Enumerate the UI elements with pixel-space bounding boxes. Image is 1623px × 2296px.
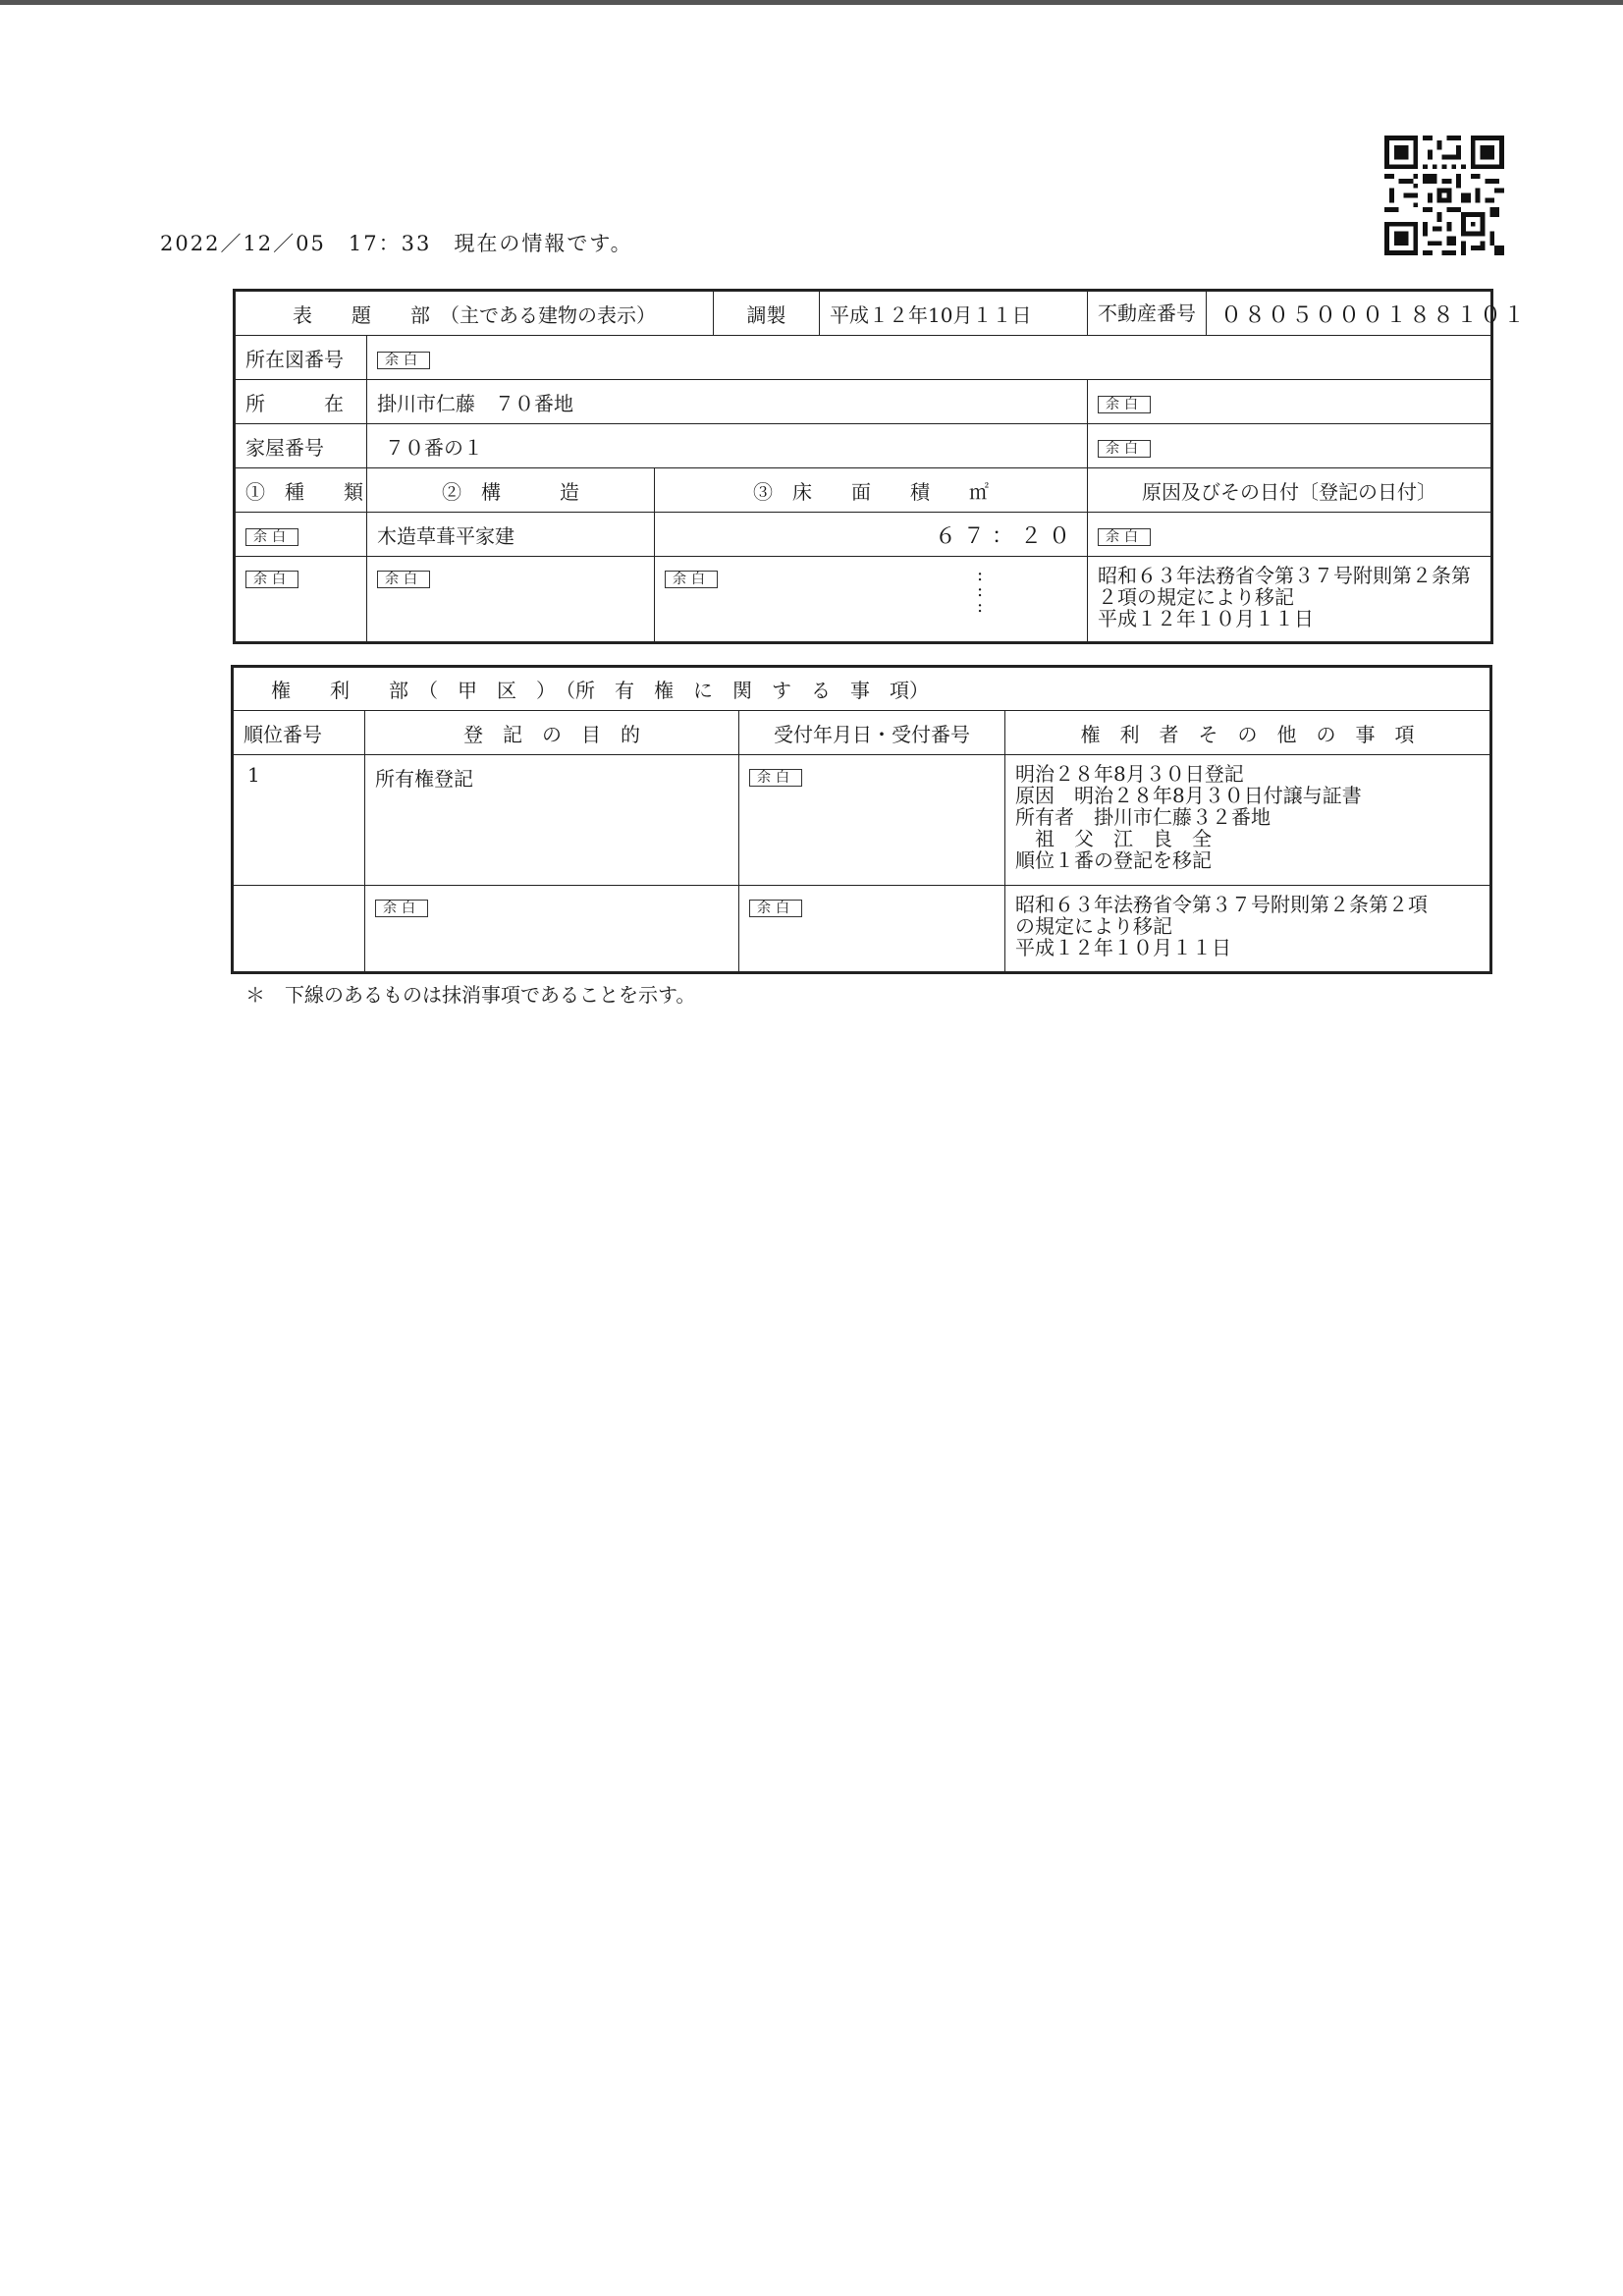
yohaku-stamp: 余白 [377,571,430,588]
shozai-label: 所 在 [235,380,367,424]
row1-kenrisha-line: 順位１番の登記を移記 [1015,848,1212,872]
yohaku-stamp: 余白 [375,900,428,917]
fudosan-number: ０８０５０００１８８１０１ [1220,302,1528,328]
yohaku-stamp: 余白 [749,900,802,917]
yohaku-stamp: 余白 [1098,528,1151,546]
hyodai-table [233,289,1528,644]
col-yuka: ③ 床 面 積 ㎡ [655,468,1088,513]
row1-kenrisha [1005,755,1491,886]
colon-dots: : : : [977,565,984,617]
hyodai-title: 表 題 部 （主である建物の表示） [235,291,714,336]
shozaizu-label: 所在図番号 [235,336,367,380]
row2-genin-line: ２項の規定により移記 [1098,585,1295,609]
kaoku-label: 家屋番号 [235,424,367,468]
yohaku-stamp: 余白 [245,528,298,546]
fudosan-label: 不動産番号 [1088,292,1207,335]
row1-kenrisha-line: 祖 父 江 良 全 [1015,827,1212,850]
yohaku-stamp: 余白 [749,769,802,787]
row1-kozo: 木造草葺平家建 [367,513,655,557]
shozai-value: 掛川市仁藤 ７０番地 [367,380,1088,424]
row1-kenrisha-line: 原因 明治２８年8月３０日付譲与証書 [1015,784,1362,807]
col-juni: 順位番号 [233,711,365,755]
yohaku-stamp: 余白 [377,352,430,369]
yohaku-stamp: 余白 [1098,396,1151,413]
row2-juni-empty [233,886,365,973]
footnote: ＊ 下線のあるものは抹消事項であることを示す。 [245,983,696,1007]
kenri-title: 権 利 部 （ 甲 区 ） （所 有 権 に 関 す る 事 項） [233,667,1491,711]
chosei-date: 平成１２年10月１１日 [820,291,1088,336]
yohaku-stamp: 余白 [1098,440,1151,458]
row2-kenrisha-line: 昭和６３年法務省令第３７号附則第２条第２項 [1015,893,1428,916]
row1-yuka: ６７：２０ [655,513,1088,557]
kaoku-value: ７０番の１ [367,424,1088,468]
row2-kenrisha-line: 平成１２年１０月１１日 [1015,936,1231,959]
kenri-table [231,665,1492,974]
fudosan-cell [1088,291,1528,336]
timestamp: 2022／12／05 17：33 現在の情報です。 [160,232,633,255]
row2-genin [1088,557,1492,643]
row1-kenrisha-line: 所有者 掛川市仁藤３２番地 [1015,805,1271,829]
row2-kenrisha [1005,886,1491,973]
col-uketsuke: 受付年月日・受付番号 [739,711,1005,755]
col-genin: 原因及びその日付〔登記の日付〕 [1088,468,1492,513]
yohaku-stamp: 余白 [245,571,298,588]
row2-kenrisha-line: の規定により移記 [1015,914,1172,938]
scan-edge-line [0,0,1623,5]
chosei-label: 調製 [714,291,820,336]
yohaku-stamp: 余白 [665,571,718,588]
row2-genin-line: 平成１２年１０月１１日 [1098,607,1315,630]
col-shurui: ① 種 類 [235,468,367,513]
qr-code [1382,136,1506,255]
row1-kenrisha-line: 明治２８年8月３０日登記 [1015,762,1244,786]
row1-juni: 1 [233,755,365,886]
row1-mokuteki: 所有権登記 [365,755,739,886]
col-kenrisha: 権 利 者 そ の 他 の 事 項 [1005,711,1491,755]
col-mokuteki: 登 記 の 目 的 [365,711,739,755]
row2-genin-line: 昭和６３年法務省令第３７号附則第２条第 [1098,564,1472,587]
col-kozo: ② 構 造 [367,468,655,513]
